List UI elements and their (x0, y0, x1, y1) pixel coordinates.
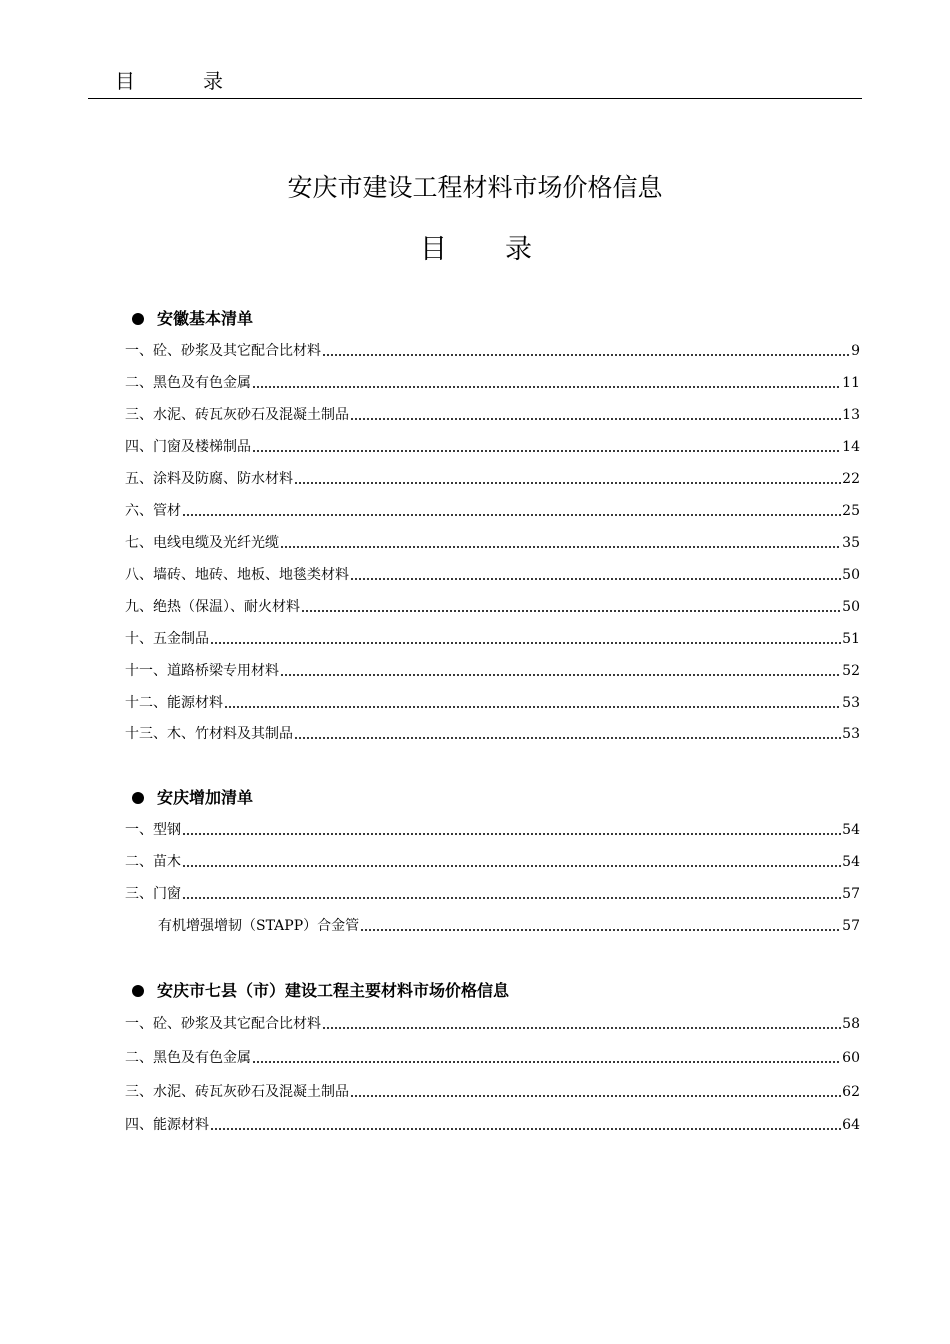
toc-sub-entry[interactable] (158, 916, 860, 936)
toc-entry-page: 53 (842, 726, 860, 742)
toc-entry-page: 60 (842, 1050, 860, 1066)
document-title: 安庆市建设工程材料市场价格信息 (287, 173, 663, 202)
toc-entry-page: 57 (842, 886, 860, 902)
dot-leader (322, 341, 850, 361)
toc-entry[interactable] (125, 1082, 860, 1102)
section-heading-anhui-basic (132, 309, 253, 329)
bullet-icon (132, 792, 144, 804)
toc-entry-page: 58 (842, 1016, 860, 1032)
toc-entry-label: 三、水泥、砖瓦灰砂石及混凝土制品 (125, 407, 349, 423)
toc-entry-label: 十三、木、竹材料及其制品 (125, 726, 293, 742)
dot-leader (210, 629, 841, 649)
dot-leader (182, 852, 841, 872)
toc-entry-label: 有机增强增韧（STAPP）合金管 (158, 918, 360, 934)
dot-leader (280, 661, 841, 681)
dot-leader (360, 916, 841, 936)
section-heading-label: 安庆市七县（市）建设工程主要材料市场价格信息 (157, 981, 510, 1000)
toc-entry-page: 52 (842, 663, 860, 679)
toc-entry[interactable] (125, 373, 860, 393)
toc-entry-label: 二、黑色及有色金属 (125, 1050, 251, 1066)
dot-leader (182, 820, 841, 840)
dot-leader (252, 1048, 841, 1068)
dot-leader (252, 437, 841, 457)
dot-leader (280, 533, 841, 553)
section-heading-label: 安庆增加清单 (157, 788, 254, 807)
toc-entry-page: 35 (842, 535, 860, 551)
toc-entry[interactable] (125, 820, 860, 840)
toc-entry[interactable] (125, 597, 860, 617)
dot-leader (210, 1115, 841, 1135)
toc-entry-label: 一、砼、砂浆及其它配合比材料 (125, 343, 321, 359)
toc-entry[interactable] (125, 565, 860, 585)
toc-entry-page: 14 (842, 439, 860, 455)
toc-entry-label: 五、涂料及防腐、防水材料 (125, 471, 293, 487)
toc-title-char-2: 录 (505, 234, 532, 265)
toc-entry-page: 51 (842, 631, 860, 647)
section-heading-label: 安徽基本清单 (157, 309, 254, 328)
toc-entry-page: 64 (842, 1117, 860, 1133)
toc-entry[interactable] (125, 693, 860, 713)
toc-entry-page: 62 (842, 1084, 860, 1100)
toc-entry[interactable] (125, 341, 860, 361)
toc-entry-label: 十二、能源材料 (125, 695, 223, 711)
toc-entry-label: 九、绝热（保温）、耐火材料 (125, 599, 300, 615)
toc-entry[interactable] (125, 1014, 860, 1034)
toc-entry[interactable] (125, 405, 860, 425)
toc-entry[interactable] (125, 1115, 860, 1135)
toc-entry-label: 三、门窗 (125, 886, 181, 902)
toc-entry-page: 54 (842, 822, 860, 838)
toc-entry-label: 七、电线电缆及光纤光缆 (125, 535, 279, 551)
dot-leader (350, 405, 841, 425)
running-header (88, 62, 862, 99)
dot-leader (224, 693, 841, 713)
dot-leader (294, 469, 841, 489)
toc-entry-label: 一、型钢 (125, 822, 181, 838)
toc-entry-page: 53 (842, 695, 860, 711)
bullet-icon (132, 985, 144, 997)
dot-leader (294, 724, 841, 744)
toc-entry[interactable] (125, 437, 860, 457)
toc-entry[interactable] (125, 852, 860, 872)
toc-entry-label: 二、黑色及有色金属 (125, 375, 251, 391)
toc-entry-page: 50 (842, 567, 860, 583)
running-header-char-2: 录 (203, 69, 223, 93)
section-heading-seven-counties (132, 981, 509, 1001)
dot-leader (350, 565, 841, 585)
toc-entry[interactable] (125, 1048, 860, 1068)
toc-entry-label: 四、门窗及楼梯制品 (125, 439, 251, 455)
toc-title-char-1: 目 (420, 234, 447, 265)
dot-leader (182, 884, 841, 904)
toc-entry-page: 54 (842, 854, 860, 870)
toc-entry-page: 13 (842, 407, 860, 423)
toc-entry[interactable] (125, 533, 860, 553)
bullet-icon (132, 313, 144, 325)
toc-entry[interactable] (125, 884, 860, 904)
toc-entry-label: 十、五金制品 (125, 631, 209, 647)
toc-entry-label: 六、管材 (125, 503, 181, 519)
toc-entry[interactable] (125, 629, 860, 649)
toc-entry-label: 四、能源材料 (125, 1117, 209, 1133)
toc-entry[interactable] (125, 501, 860, 521)
toc-entry-page: 57 (842, 918, 860, 934)
toc-entry-label: 一、砼、砂浆及其它配合比材料 (125, 1016, 321, 1032)
toc-entry-label: 十一、道路桥梁专用材料 (125, 663, 279, 679)
dot-leader (301, 597, 841, 617)
toc-entry-page: 11 (842, 375, 860, 391)
dot-leader (322, 1014, 841, 1034)
dot-leader (182, 501, 841, 521)
toc-entry-page: 9 (851, 343, 860, 359)
toc-entry[interactable] (125, 724, 860, 744)
section-heading-anqing-additional (132, 788, 253, 808)
toc-entry-page: 50 (842, 599, 860, 615)
toc-entry-label: 三、水泥、砖瓦灰砂石及混凝土制品 (125, 1084, 349, 1100)
toc-entry-page: 22 (842, 471, 860, 487)
dot-leader (350, 1082, 841, 1102)
toc-entry-label: 八、墙砖、地砖、地板、地毯类材料 (125, 567, 349, 583)
running-header-char-1: 目 (115, 69, 135, 93)
toc-entry[interactable] (125, 661, 860, 681)
toc-entry-page: 25 (842, 503, 860, 519)
toc-entry-label: 二、苗木 (125, 854, 181, 870)
dot-leader (252, 373, 841, 393)
toc-entry[interactable] (125, 469, 860, 489)
